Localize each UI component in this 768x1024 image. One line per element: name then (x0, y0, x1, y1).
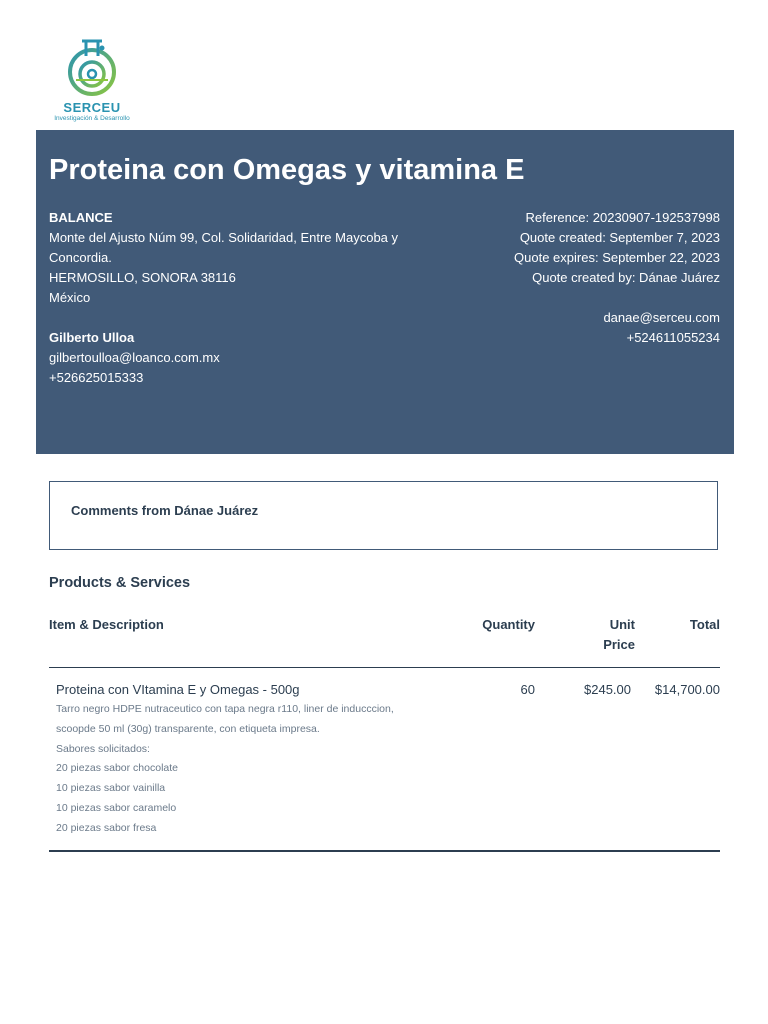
client-address-line1: Monte del Ajusto Núm 99, Col. Solidaridad, Entre Maycoba y (49, 230, 399, 245)
client-city: HERMOSILLO, SONORA 38116 (49, 270, 236, 285)
item-description-line: scoopde 50 ml (30g) transparente, con etiqueta impresa. (56, 722, 320, 735)
contact-email[interactable]: gilbertoulloa@loanco.com.mx (49, 350, 220, 365)
comments-box (49, 481, 718, 550)
item-description (56, 700, 456, 839)
item-total: $14,700.00 (654, 682, 720, 697)
column-header-item: Item & Description (49, 617, 164, 632)
comments-title: Comments from Dánae Juárez (71, 503, 259, 518)
quote-header-banner (36, 130, 734, 454)
products-section-title: Products & Services (49, 575, 191, 591)
logo-wordmark: SERCEU (63, 100, 121, 115)
item-description-line: Sabores solicitados: (56, 742, 150, 755)
item-description-line: 10 piezas sabor caramelo (56, 801, 177, 814)
column-header-unit-price (575, 615, 635, 655)
table-divider-bottom (49, 850, 720, 852)
column-header-quantity: Quantity (482, 617, 535, 632)
client-info (49, 208, 439, 388)
table-divider-top (49, 667, 720, 668)
quote-expires: Quote expires: September 22, 2023 (514, 250, 720, 265)
client-company: BALANCE (49, 210, 113, 225)
item-description-line: 20 piezas sabor fresa (56, 821, 157, 834)
item-name: Proteina con VItamina E y Omegas - 500g (56, 682, 300, 697)
item-quantity: 60 (520, 682, 535, 697)
company-logo (46, 36, 138, 128)
quote-created-by: Quote created by: Dánae Juárez (532, 270, 720, 285)
item-description-line: Tarro negro HDPE nutraceutico con tapa negra r110, liner de inducccion, (56, 703, 394, 715)
unit-price-header-line1: Unit (609, 617, 635, 632)
sender-email[interactable]: danae@serceu.com (603, 310, 720, 325)
quote-title: Proteina con Omegas y vitamina E (49, 154, 525, 186)
column-header-total: Total (689, 617, 720, 632)
client-country: México (49, 290, 91, 305)
item-description-line: 10 piezas sabor vainilla (56, 782, 166, 795)
item-unit-price: $245.00 (584, 682, 631, 697)
sender-phone: +524611055234 (626, 330, 720, 345)
flask-circuit-icon (46, 36, 138, 100)
contact-phone: +526625015333 (49, 370, 144, 385)
quote-reference: Reference: 20230907-192537998 (525, 210, 720, 225)
contact-name: Gilberto Ulloa (49, 330, 135, 345)
quote-created: Quote created: September 7, 2023 (519, 230, 720, 245)
item-description-line: 20 piezas sabor chocolate (56, 762, 178, 775)
client-address-line2: Concordia. (49, 250, 112, 265)
quote-meta (400, 208, 720, 348)
unit-price-header-line2: Price (603, 637, 635, 652)
logo-tagline: Investigación & Desarrollo (54, 115, 130, 122)
